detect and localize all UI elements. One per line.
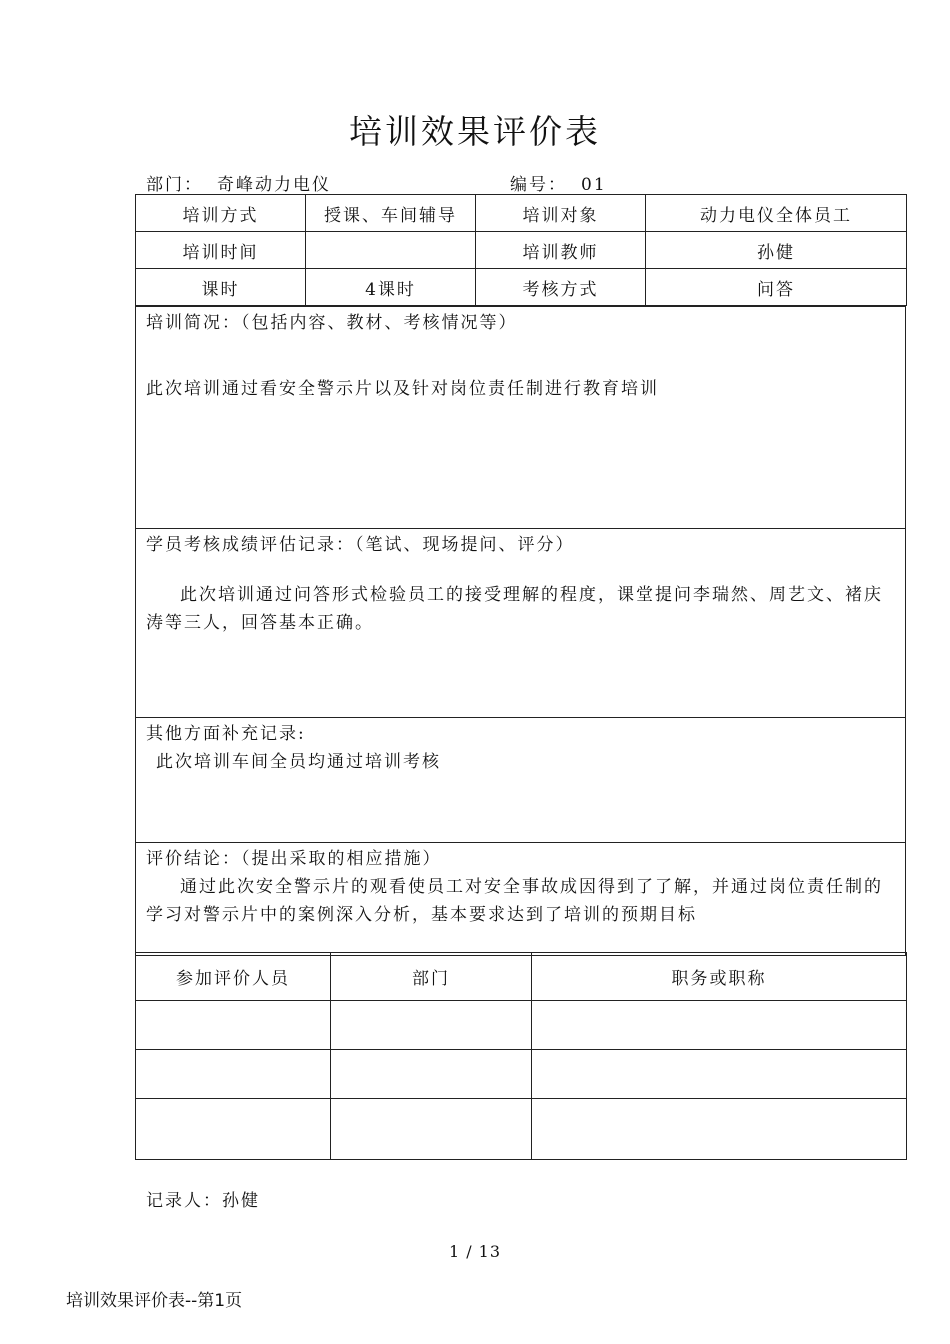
participant-dept-cell[interactable] — [331, 1099, 532, 1160]
participant-name-cell[interactable] — [136, 1001, 331, 1050]
participant-name-cell[interactable] — [136, 1050, 331, 1099]
info-label: 考核方式 — [476, 269, 646, 306]
participant-title-cell[interactable] — [532, 1099, 907, 1160]
section-body: 此次培训车间全员均通过培训考核 — [156, 752, 441, 772]
table-row — [136, 1001, 907, 1050]
info-label: 培训对象 — [476, 195, 646, 232]
info-value: 动力电仪全体员工 — [646, 195, 907, 232]
info-label: 培训教师 — [476, 232, 646, 269]
info-value — [306, 232, 476, 269]
participants-table — [135, 952, 907, 1160]
department-label: 部门： — [146, 175, 203, 195]
info-value: 问答 — [646, 269, 907, 306]
info-label: 培训时间 — [136, 232, 306, 269]
column-header: 职务或职称 — [532, 953, 907, 1001]
section-body: 此次培训通过看安全警示片以及针对岗位责任制进行教育培训 — [146, 379, 659, 399]
participant-dept-cell[interactable] — [331, 1001, 532, 1050]
number-label: 编号： — [510, 175, 567, 195]
participant-name-cell[interactable] — [136, 1099, 331, 1160]
conclusion-section — [136, 843, 906, 956]
page-number: 1 / 13 — [448, 1242, 502, 1261]
participant-title-cell[interactable] — [532, 1050, 907, 1099]
section-heading: 其他方面补充记录: — [146, 724, 306, 744]
table-row — [136, 529, 906, 718]
table-row — [136, 232, 907, 269]
participant-dept-cell[interactable] — [331, 1050, 532, 1099]
page-footer: 培训效果评价表--第1页 — [66, 1291, 243, 1311]
training-info-table — [135, 194, 907, 306]
evaluation-sections-table — [135, 306, 906, 956]
section-body: 此次培训通过问答形式检验员工的接受理解的程度，课堂提问李瑞然、周艺文、褚庆涛等三人，回答基本正确。 — [146, 585, 883, 633]
recorder-line: 记录人：孙健 — [146, 1191, 260, 1211]
table-row — [136, 953, 907, 1001]
section-heading: 评价结论：（提出采取的相应措施） — [146, 849, 442, 869]
participant-title-cell[interactable] — [532, 1001, 907, 1050]
info-label: 培训方式 — [136, 195, 306, 232]
summary-section — [136, 307, 906, 529]
table-row — [136, 269, 907, 306]
info-label: 课时 — [136, 269, 306, 306]
other-section — [136, 718, 906, 843]
table-row — [136, 843, 906, 956]
info-value: 孙健 — [646, 232, 907, 269]
column-header: 参加评价人员 — [136, 953, 331, 1001]
section-body: 通过此次安全警示片的观看使员工对安全事故成因得到了了解，并通过岗位责任制的学习对警示片中的案例深入分析，基本要求达到了培训的预期目标 — [146, 877, 883, 925]
section-heading: 学员考核成绩评估记录：（笔试、现场提问、评分） — [146, 535, 575, 555]
table-row — [136, 1099, 907, 1160]
info-value: 授课、车间辅导 — [306, 195, 476, 232]
page-title: 培训效果评价表 — [349, 112, 601, 151]
table-row — [136, 718, 906, 843]
number-line — [510, 170, 607, 195]
number-value: 01 — [581, 175, 607, 195]
column-header: 部门 — [331, 953, 532, 1001]
table-row — [136, 307, 906, 529]
info-value: 4课时 — [306, 269, 476, 306]
department-line — [146, 170, 331, 195]
section-heading: 培训简况：（包括内容、教材、考核情况等） — [146, 313, 518, 333]
department-value: 奇峰动力电仪 — [217, 175, 331, 195]
table-row — [136, 195, 907, 232]
assessment-section — [136, 529, 906, 718]
table-row — [136, 1050, 907, 1099]
